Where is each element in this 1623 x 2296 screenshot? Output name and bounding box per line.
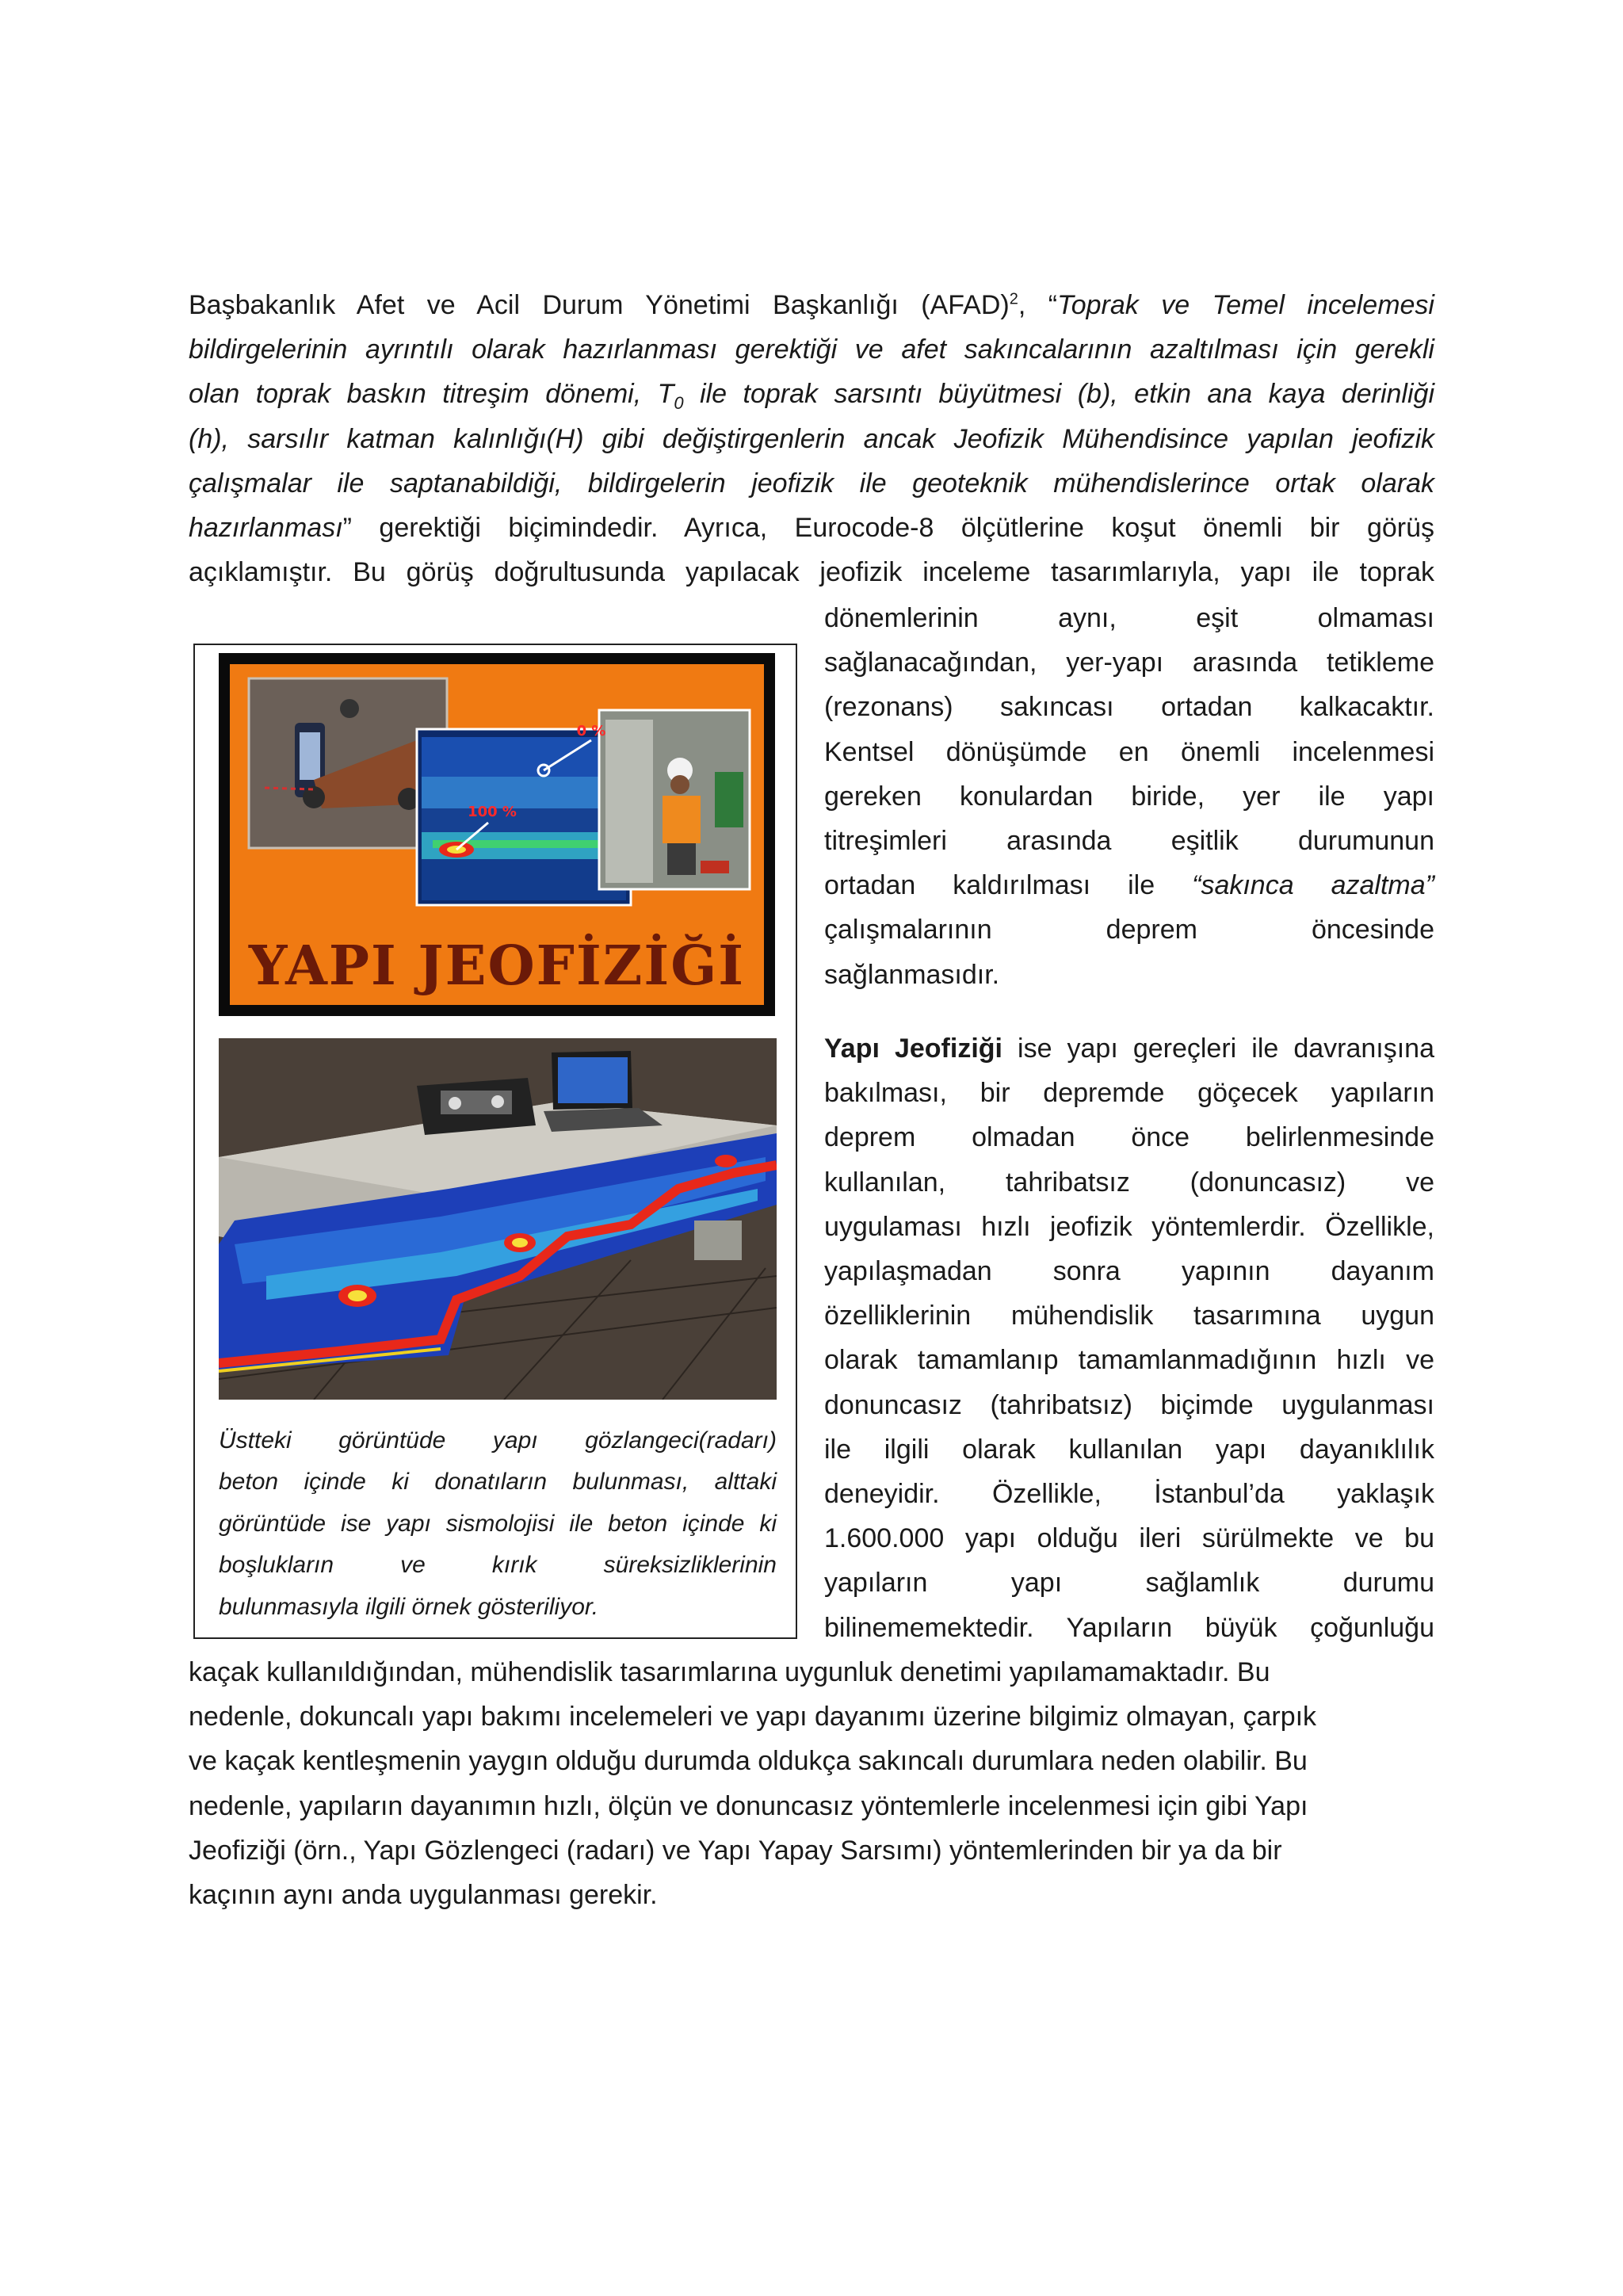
radar-banner-graphic [219,653,775,1016]
text-line: Jeofiziği (örn., Yapı Gözlengeci (radarı) ve Yapı Yapay Sarsımı) yöntemlerinden bir ya da bir [189,1835,1282,1866]
figure-box [193,644,797,1639]
text-line: titreşimleri arasında eşitlik durumunun [824,826,1434,857]
text-line: çalışmalar ile saptanabildiği, bildirgelerin jeofizik ile geoteknik mühendislerince ortak olarak [189,468,1434,499]
text-line: özelliklerinin mühendislik tasarımına uygun [824,1301,1434,1331]
text-line: donuncasız (tahribatsız) biçimde uygulanması [824,1389,1434,1420]
caption-line: görüntüde ise yapı sismolojisi ile beton içinde ki [219,1510,777,1537]
caption-line: bulunmasıyla ilgili örnek gösteriliyor. [219,1593,599,1620]
concrete-tomography-image [219,1038,777,1400]
text-line: bildirgelerinin ayrıntılı olarak hazırlanması gerektiği ve afet sakıncalarının azaltılması için gerekli [189,334,1434,365]
text-line: nedenle, yapıların dayanımın hızlı, ölçün ve donuncasız yöntemlerle incelenmesi için gibi Yapı [189,1790,1308,1821]
radar-banner-image [219,653,775,1016]
figure-caption [219,1420,777,1628]
text-line: bilinememektedir. Yapıların büyük çoğunluğu [824,1612,1434,1643]
text-line: uygulaması hızlı jeofizik yöntemlerdir. Özellikle, [824,1211,1434,1242]
text-line: bakılması, bir depremde göçecek yapıların [824,1078,1434,1109]
caption-line: Üstteki görüntüde yapı gözlangeci(radarı) [219,1427,777,1454]
text-line: (rezonans) sakıncası ortadan kalkacaktır. [824,692,1434,723]
text-line: dönemlerinin aynı, eşit olmaması [824,603,1434,633]
text-line: Başbakanlık Afet ve Acil Durum Yönetimi Başkanlığı (AFAD)$^2$, “Toprak ve Temel incelemesi [189,290,1434,320]
right-column-paragraph-1 [824,596,1434,997]
text-line: sağlanmasıdır. [824,959,1000,990]
intro-paragraph [189,283,1434,594]
text-line: kaçının aynı anda uygulanması gerekir. [189,1880,658,1911]
banner-title: YAPI JEOFİZİĞİ [248,934,746,998]
text-line: yapılaşmadan sonra yapının dayanım [824,1256,1434,1287]
text-line: sağlanacağından, yer-yapı arasında tetikleme [824,648,1434,678]
text-line: gereken konulardan biride, yer ile yapı [824,781,1434,812]
text-line: yapıların yapı sağlamlık durumu [824,1568,1434,1599]
text-line: 1.600.000 yapı olduğu ileri sürülmekte ve bu [824,1523,1434,1554]
label-top-percent: 0 % [576,723,606,739]
text-line: Kentsel dönüşümde en önemli incelenmesi [824,736,1434,767]
text-line: açıklamıştır. Bu görüş doğrultusunda yapılacak jeofizik inceleme tasarımlarıyla, yapı ile toprak [189,557,1434,588]
text-line: (h), sarsılır katman kalınlığı(H) gibi değiştirgenlerin ancak Jeofizik Mühendisince yapılan jeofizik [189,423,1434,454]
text-line: deneyidir. Özellikle, İstanbul’da yaklaşık [824,1479,1434,1510]
label-bottom-percent: 100 % [468,804,517,820]
caption-line: beton içinde ki donatıların bulunması, alttaki [219,1469,777,1496]
closing-paragraph [189,1650,1434,1917]
caption-line: boşlukların ve kırık süreksizliklerinin [219,1552,777,1579]
text-line: ve kaçak kentleşmenin yaygın olduğu durumda oldukça sakıncalı durumlara neden olabilir. Bu [189,1746,1308,1777]
text-line: ortadan kaldırılması ile “sakınca azaltma” [824,870,1434,901]
text-line: hazırlanması” gerektiği biçimindedir. Ayrıca, Eurocode-8 ölçütlerine koşut önemli bir görüş [189,513,1434,544]
text-line: Yapı Jeofiziği ise yapı gereçleri ile davranışına [824,1033,1434,1064]
text-line: kullanılan, tahribatsız (donuncasız) ve [824,1167,1434,1198]
concrete-tomography-graphic [219,1038,777,1400]
text-line: çalışmalarının deprem öncesinde [824,915,1434,946]
text-line: nedenle, dokuncalı yapı bakımı incelemeleri ve yapı dayanımı üzerine bilgimiz olmayan, çarpık [189,1702,1317,1733]
text-line: kaçak kullanıldığından, mühendislik tasarımlarına uygunluk denetimi yapılamamaktadır. Bu [189,1657,1270,1687]
text-line: olan toprak baskın titreşim dönemi, $T_0$ ile toprak sarsıntı büyütmesi (b), etkin ana kaya derinliği [189,379,1434,414]
text-line: olarak tamamlanıp tamamlanmadığının hızlı ve [824,1345,1434,1376]
text-line: deprem olmadan önce belirlenmesinde [824,1122,1434,1153]
right-column-paragraph-2 [824,1026,1434,1650]
text-line: ile ilgili olarak kullanılan yapı dayanıklılık [824,1434,1434,1465]
